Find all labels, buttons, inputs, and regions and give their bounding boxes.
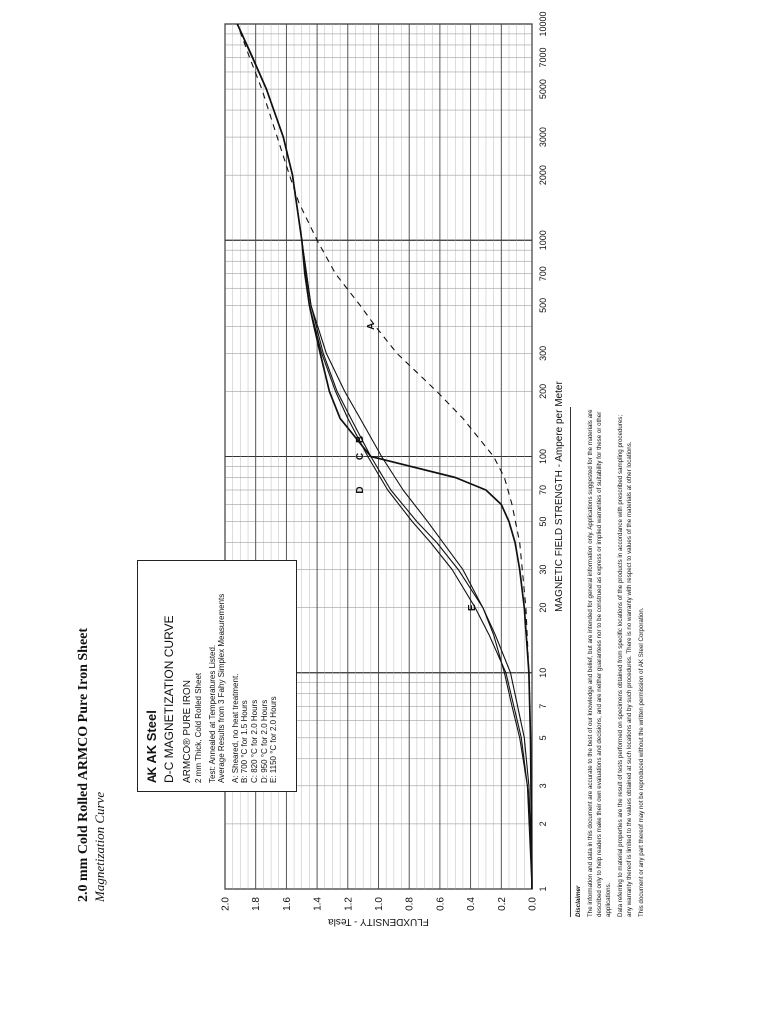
series-label-a: A — [365, 322, 377, 330]
x-tick-label: 200 — [538, 383, 548, 399]
legend-item-a: A: Sheared, no heat treatment. — [230, 673, 240, 783]
legend-item-b: B: 700 °C for 1.5 Hours — [240, 700, 250, 783]
legend-thickness: 2 mm Thick, Cold Rolled Sheet — [193, 672, 203, 783]
y-tick-label: 1.8 — [251, 897, 263, 911]
disclaimer-rule — [570, 407, 571, 917]
series-label-d: D — [355, 486, 367, 494]
legend-item-c: C: 820 °C for 2.0 Hours — [249, 699, 259, 783]
document-title: 2.0 mm Cold Rolled ARMCO Pure Iron Sheet — [76, 627, 91, 902]
document-subtitle: Magnetization Curve — [92, 791, 107, 902]
series-label-e: E — [467, 604, 479, 611]
legend-test-note-2: Average Results from 3 Fahy Simplex Measurements — [217, 593, 227, 783]
chart-legend — [137, 560, 297, 792]
x-tick-label: 300 — [538, 345, 548, 361]
x-tick-label: 700 — [538, 266, 548, 282]
x-tick-label: 3000 — [538, 127, 548, 148]
legend-title: D-C MAGNETIZATION CURVE — [161, 615, 176, 783]
x-tick-label: 2 — [538, 821, 548, 827]
x-tick-label: 100 — [538, 448, 548, 465]
x-tick-label: 1 — [538, 886, 548, 892]
x-tick-label: 5000 — [538, 79, 548, 100]
x-tick-label: 20 — [538, 602, 548, 613]
disclaimer — [570, 407, 650, 917]
legend-test-note: Test: Annealed at Temperatures Listed. — [207, 644, 217, 783]
legend-item-d: D: 950 °C for 2.0 Hours — [259, 699, 269, 783]
disclaimer-line-1: The information and data in this document are accurate to the best of our knowledge and belief, but are intended for general information only. Applications suggested for the materials are described only to help readers make their own evaluations and decisions, and are neither guarantees nor to be construed as express or implied warranties of suitability for these or other applications. — [586, 409, 612, 917]
x-tick-label: 1000 — [538, 230, 548, 251]
legend-item-e: E: 1150 °C for 2.0 Hours — [269, 696, 279, 783]
brand-name: AK Steel — [144, 710, 159, 764]
x-tick-label: 2000 — [538, 165, 548, 186]
y-tick-label: 0.4 — [466, 897, 478, 911]
legend-product: ARMCO® PURE IRON — [181, 680, 193, 783]
x-tick-label: 7 — [538, 703, 548, 709]
y-tick-label: 2.0 — [220, 897, 232, 911]
x-tick-label: 10 — [538, 667, 548, 678]
legend-items — [231, 569, 279, 783]
y-axis-title: FLUXDENSITY - Tesla — [328, 916, 429, 927]
ak-steel-logo: AK — [144, 767, 159, 783]
disclaimer-line-2: Data referring to material properties are the result of tests performed on specimens obtained from specific locations of the products in accordance with prescribed sampling procedures; any warranty thereof is limited to the values obtained at such locations and by such procedures. There is no warranty with respect to values of the materials at other locations. — [616, 414, 633, 917]
y-tick-label: 0.8 — [404, 897, 416, 911]
y-tick-label: 0.0 — [527, 897, 539, 911]
x-tick-label: 5 — [538, 735, 548, 741]
y-tick-label: 1.2 — [343, 897, 355, 911]
series-label-c: C — [355, 452, 367, 461]
disclaimer-heading: Disclaimer — [575, 885, 582, 917]
y-tick-label: 0.2 — [496, 897, 508, 911]
x-tick-label: 10000 — [538, 11, 548, 37]
x-tick-label: 3 — [538, 783, 548, 789]
x-tick-label: 30 — [538, 564, 548, 575]
x-tick-label: 70 — [538, 484, 548, 496]
series-label-b: B — [355, 435, 367, 443]
disclaimer-line-3: This document or any part thereof may not be reproduced without the written permission of AK Steel Corporation. — [637, 607, 645, 917]
y-tick-label: 1.6 — [281, 897, 293, 911]
x-tick-label: 50 — [538, 516, 548, 527]
x-axis-title: MAGNETIC FIELD STRENGTH - Ampere per Meter — [554, 381, 565, 612]
x-tick-label: 7000 — [538, 47, 548, 68]
y-tick-label: 1.0 — [374, 897, 385, 911]
y-tick-label: 0.6 — [435, 897, 447, 911]
y-tick-label: 1.4 — [312, 897, 324, 911]
brand-block — [144, 569, 160, 783]
x-tick-label: 500 — [538, 297, 548, 313]
